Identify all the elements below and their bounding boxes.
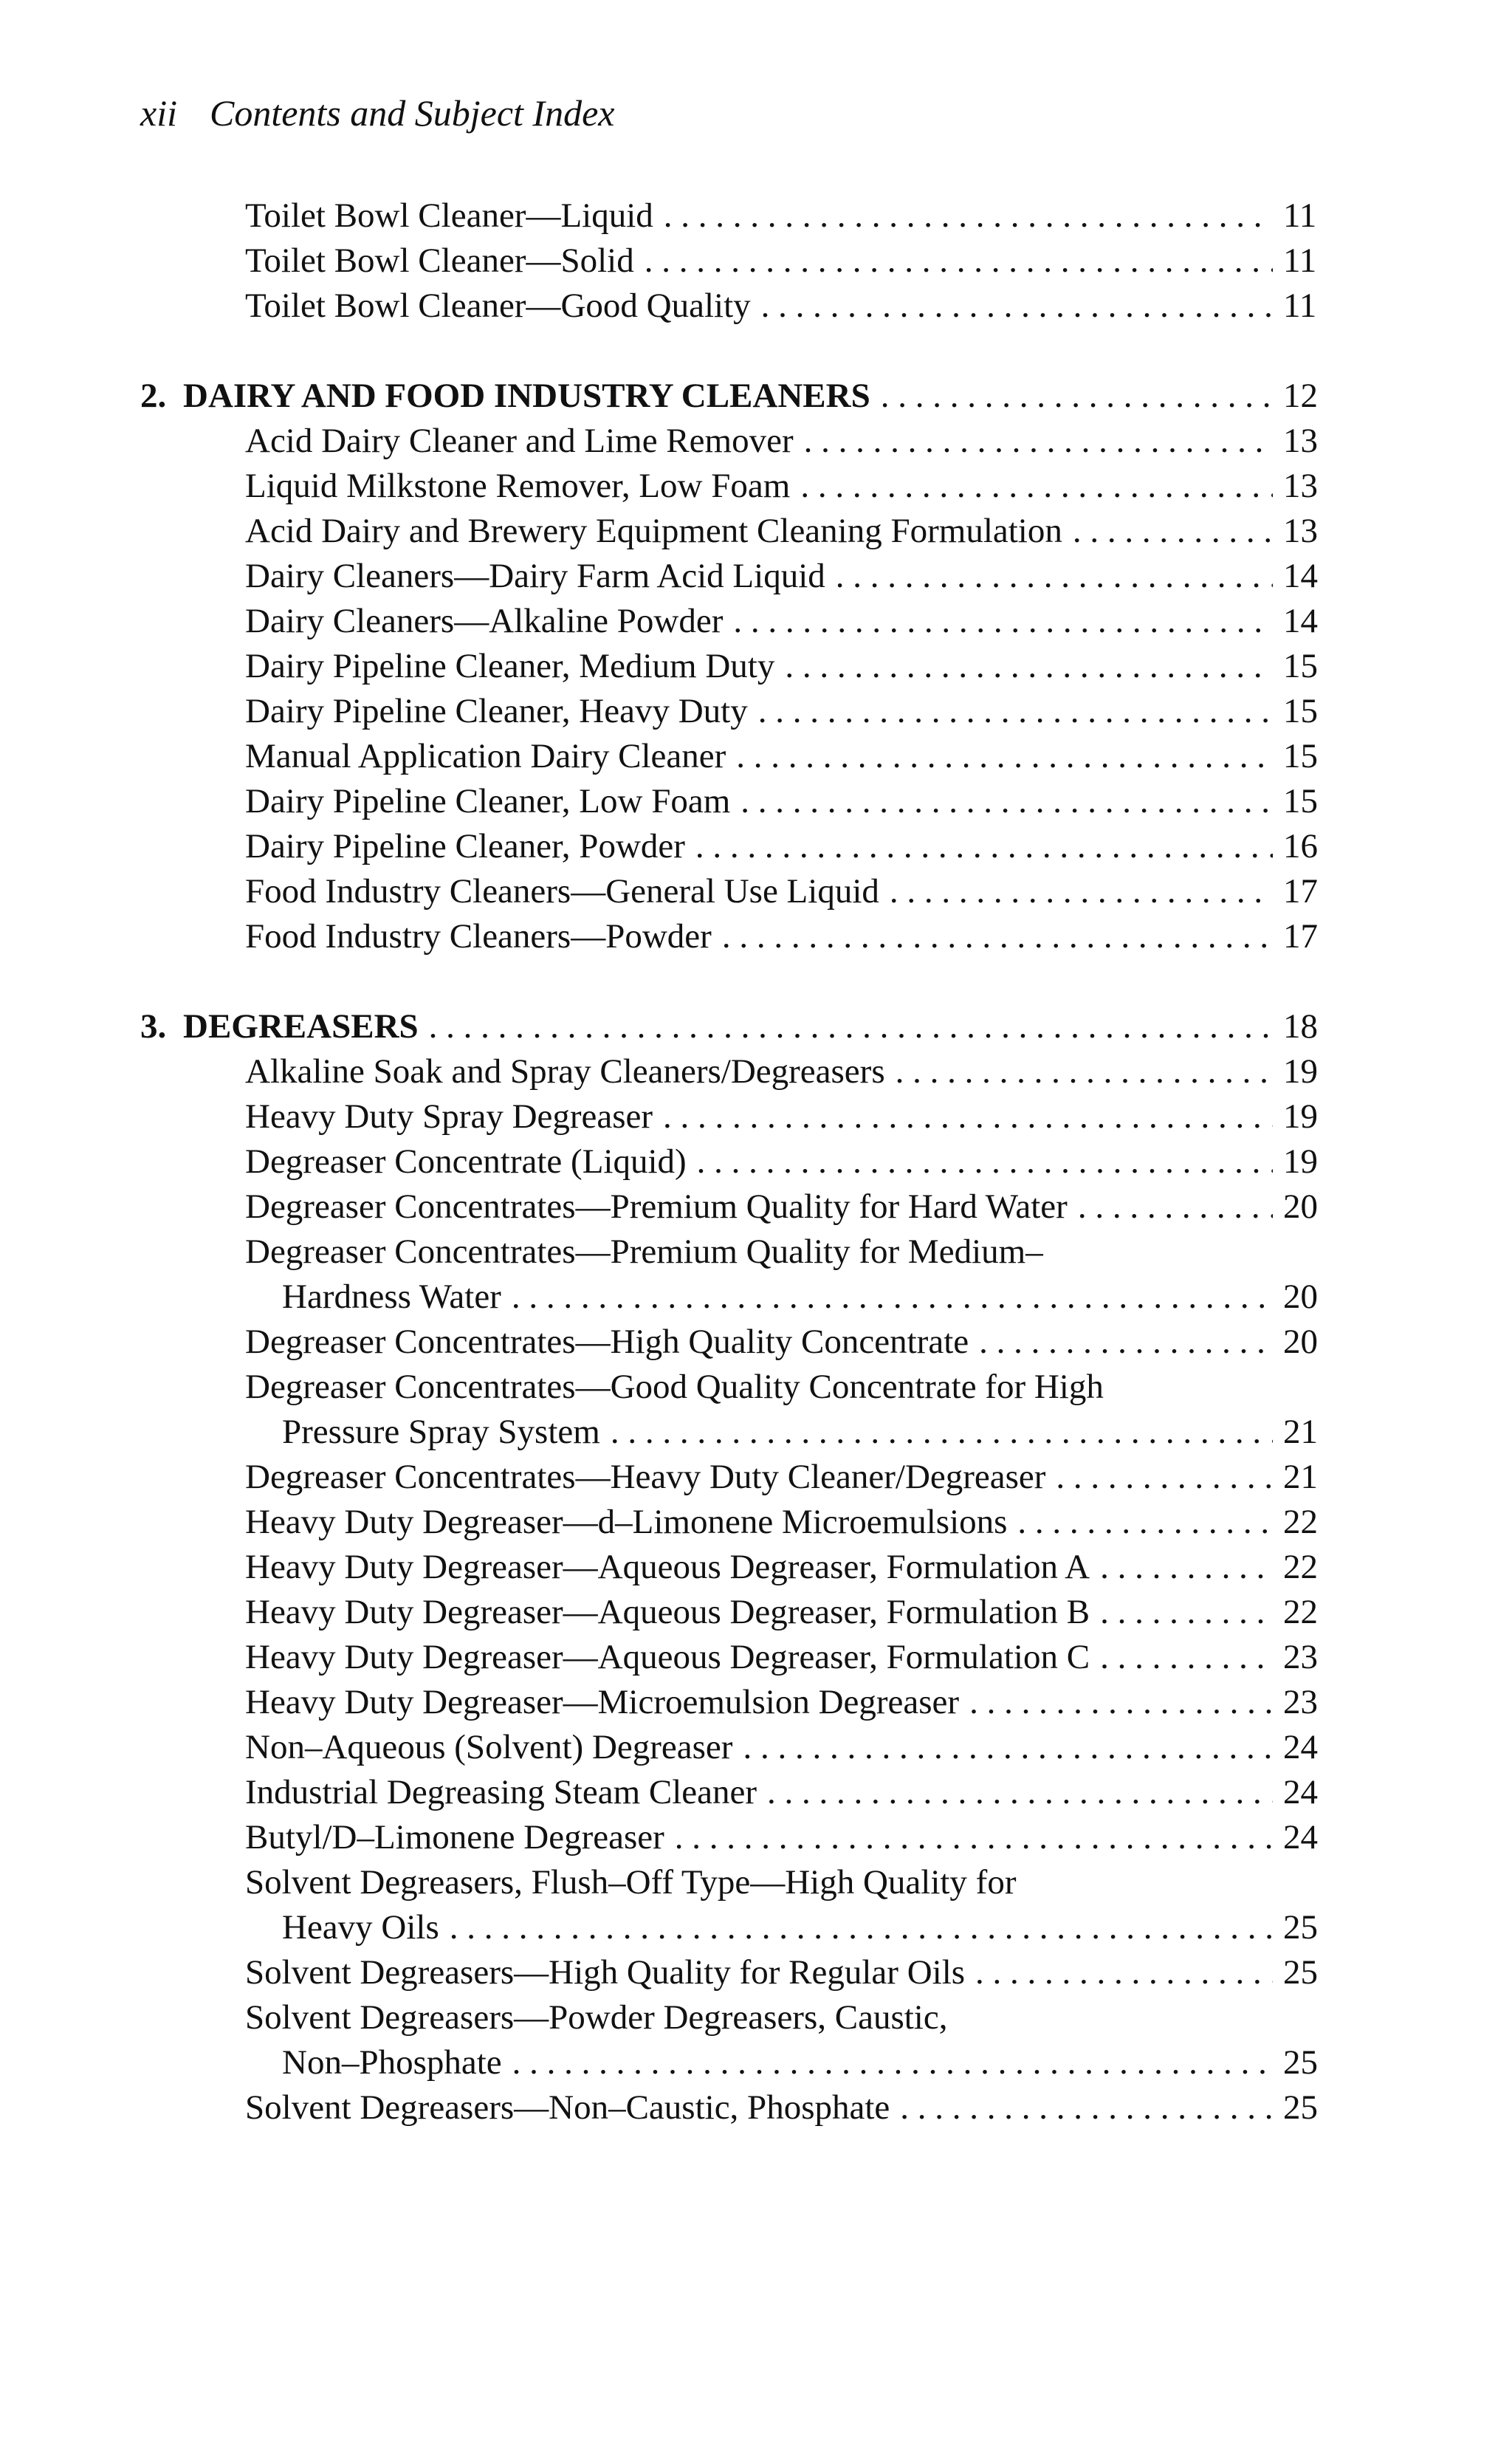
page-number: 25 — [1283, 1908, 1318, 1947]
entry-title: Dairy Cleaners—Dairy Farm Acid Liquid — [245, 557, 825, 595]
page-number: 17 — [1283, 917, 1318, 956]
page-number: 25 — [1283, 2088, 1318, 2127]
entry-title: Non–Aqueous (Solvent) Degreaser — [245, 1728, 733, 1766]
toc-entry[interactable] — [140, 1139, 1322, 1184]
entry-title: Heavy Duty Degreaser—Aqueous Degreaser, Formulation C — [245, 1638, 1090, 1676]
entry-title: Acid Dairy Cleaner and Lime Remover — [245, 422, 794, 460]
toc-entry[interactable] — [140, 284, 1322, 329]
entry-title: Dairy Pipeline Cleaner, Low Foam — [245, 782, 731, 820]
toc-entry[interactable] — [140, 824, 1322, 869]
page-number: 15 — [1283, 647, 1318, 685]
page-number: 19 — [1283, 1097, 1318, 1136]
page-number: 21 — [1283, 1458, 1318, 1496]
dot-leader — [429, 1004, 1273, 1049]
entry-title: Dairy Pipeline Cleaner, Heavy Duty — [245, 692, 748, 730]
entry-title: Degreaser Concentrates—Good Quality Concentrate for High — [245, 1368, 1104, 1406]
entry-title: Degreaser Concentrate (Liquid) — [245, 1142, 687, 1181]
page-number: 17 — [1283, 872, 1318, 911]
toc-entry[interactable] — [140, 554, 1322, 599]
dot-leader — [758, 689, 1273, 734]
page-number: 23 — [1283, 1638, 1318, 1676]
dot-leader — [664, 193, 1273, 239]
page-number: 24 — [1283, 1728, 1318, 1766]
toc-entry[interactable] — [140, 239, 1322, 284]
section-number: 3. — [140, 1007, 167, 1046]
entry-title: Food Industry Cleaners—Powder — [245, 917, 712, 956]
toc-entry[interactable] — [140, 1094, 1322, 1139]
dot-leader — [697, 1139, 1273, 1184]
dot-leader — [743, 1725, 1273, 1770]
dot-leader — [900, 2085, 1273, 2130]
page-number: 13 — [1283, 467, 1318, 505]
dot-leader — [979, 1320, 1273, 1365]
toc-group — [140, 193, 1322, 329]
page-number: 12 — [1283, 377, 1318, 415]
entry-title-continuation-line — [245, 1410, 1322, 1455]
page-number: 24 — [1283, 1773, 1318, 1811]
entry-title-continuation: Hardness Water — [282, 1278, 501, 1316]
toc-entry[interactable] — [140, 1320, 1322, 1365]
page-number: 15 — [1283, 692, 1318, 730]
toc-entry[interactable] — [140, 1500, 1322, 1545]
dot-leader — [663, 1094, 1273, 1139]
toc-entry[interactable] — [140, 599, 1322, 644]
toc-entry[interactable] — [140, 509, 1322, 554]
dot-leader — [890, 869, 1273, 914]
page-number: 22 — [1283, 1548, 1318, 1586]
page-number: 14 — [1283, 557, 1318, 595]
page-number: 19 — [1283, 1142, 1318, 1181]
page-number: 25 — [1283, 1953, 1318, 1992]
dot-leader — [611, 1410, 1273, 1455]
page-number: 20 — [1283, 1278, 1318, 1316]
dot-leader — [1017, 1500, 1273, 1545]
entry-title: Toilet Bowl Cleaner—Good Quality — [245, 287, 751, 325]
dot-leader — [836, 554, 1273, 599]
page-number: 20 — [1283, 1187, 1318, 1226]
table-of-contents — [140, 193, 1322, 2175]
section-title: DEGREASERS — [183, 1007, 419, 1046]
entry-title: Alkaline Soak and Spray Cleaners/Degreasers — [245, 1052, 885, 1091]
dot-leader — [881, 374, 1273, 419]
dot-leader — [1100, 1545, 1273, 1590]
running-head — [140, 92, 615, 134]
toc-group — [140, 374, 1322, 959]
entry-title: Degreaser Concentrates—Premium Quality for Hard Water — [245, 1187, 1068, 1226]
toc-entry[interactable] — [140, 1590, 1322, 1635]
page-number: 24 — [1283, 1818, 1318, 1856]
dot-leader — [1078, 1184, 1273, 1230]
page-number: 15 — [1283, 782, 1318, 820]
toc-entry[interactable] — [140, 1230, 1322, 1320]
toc-entry[interactable] — [140, 1815, 1322, 1860]
toc-entry[interactable] — [140, 2085, 1322, 2130]
page-number: 25 — [1283, 2043, 1318, 2082]
entry-title: Heavy Duty Spray Degreaser — [245, 1097, 653, 1136]
entry-title: Toilet Bowl Cleaner—Solid — [245, 241, 634, 280]
toc-entry[interactable] — [140, 1545, 1322, 1590]
page-number: 21 — [1283, 1413, 1318, 1451]
toc-entry[interactable] — [140, 419, 1322, 464]
toc-entry[interactable] — [140, 1635, 1322, 1680]
dot-leader — [785, 644, 1273, 689]
page-number: 22 — [1283, 1593, 1318, 1631]
toc-entry[interactable] — [140, 1860, 1322, 1950]
dot-leader — [1073, 509, 1273, 554]
toc-entry[interactable] — [140, 779, 1322, 824]
page-number: 16 — [1283, 827, 1318, 865]
entry-title-continuation: Non–Phosphate — [282, 2043, 502, 2082]
toc-entry[interactable] — [140, 1455, 1322, 1500]
toc-entry[interactable] — [140, 1365, 1322, 1455]
page-number: 11 — [1283, 287, 1317, 325]
dot-leader — [1100, 1635, 1273, 1680]
page-number: 18 — [1283, 1007, 1318, 1046]
entry-title: Degreaser Concentrates—High Quality Concentrate — [245, 1323, 969, 1361]
page-number: 14 — [1283, 602, 1318, 640]
entry-title: Solvent Degreasers—Non–Caustic, Phosphate — [245, 2088, 890, 2127]
toc-section-heading[interactable] — [140, 374, 1322, 419]
page-number: 15 — [1283, 737, 1318, 775]
entry-title-continuation: Heavy Oils — [282, 1908, 439, 1947]
toc-entry[interactable] — [140, 914, 1322, 959]
entry-title: Heavy Duty Degreaser—Aqueous Degreaser, Formulation B — [245, 1593, 1090, 1631]
dot-leader — [1056, 1455, 1273, 1500]
dot-leader — [767, 1770, 1273, 1815]
running-head-title: Contents and Subject Index — [209, 92, 615, 134]
entry-title: Industrial Degreasing Steam Cleaner — [245, 1773, 757, 1811]
dot-leader — [645, 239, 1273, 284]
toc-entry[interactable] — [140, 1950, 1322, 1995]
dot-leader — [736, 734, 1273, 779]
toc-entry[interactable] — [140, 1680, 1322, 1725]
entry-title: Heavy Duty Degreaser—Aqueous Degreaser, Formulation A — [245, 1548, 1090, 1586]
toc-section-heading[interactable] — [140, 1004, 1322, 1049]
entry-title: Acid Dairy and Brewery Equipment Cleaning Formulation — [245, 512, 1062, 550]
dot-leader — [512, 2040, 1273, 2085]
dot-leader — [733, 599, 1273, 644]
entry-title: Butyl/D–Limonene Degreaser — [245, 1818, 664, 1856]
entry-title: Food Industry Cleaners—General Use Liquid — [245, 872, 879, 911]
entry-title: Dairy Cleaners—Alkaline Powder — [245, 602, 724, 640]
toc-entry[interactable] — [140, 734, 1322, 779]
toc-group — [140, 1004, 1322, 2130]
entry-title: Liquid Milkstone Remover, Low Foam — [245, 467, 791, 505]
page-number: 20 — [1283, 1323, 1318, 1361]
page-number: 23 — [1283, 1683, 1318, 1721]
dot-leader — [512, 1275, 1273, 1320]
dot-leader — [969, 1680, 1273, 1725]
entry-title: Dairy Pipeline Cleaner, Medium Duty — [245, 647, 775, 685]
entry-title: Toilet Bowl Cleaner—Liquid — [245, 196, 653, 235]
entry-title: Solvent Degreasers—Powder Degreasers, Caustic, — [245, 1998, 948, 2037]
toc-entry[interactable] — [140, 689, 1322, 734]
entry-title: Dairy Pipeline Cleaner, Powder — [245, 827, 685, 865]
entry-title: Solvent Degreasers—High Quality for Regular Oils — [245, 1953, 966, 1992]
entry-title: Heavy Duty Degreaser—Microemulsion Degreaser — [245, 1683, 960, 1721]
dot-leader — [740, 779, 1273, 824]
toc-entry[interactable] — [140, 644, 1322, 689]
dot-leader — [675, 1815, 1273, 1860]
dot-leader — [695, 824, 1273, 869]
toc-entry[interactable] — [140, 869, 1322, 914]
toc-entry[interactable] — [140, 1770, 1322, 1815]
dot-leader — [1100, 1590, 1273, 1635]
page-number: 22 — [1283, 1503, 1318, 1541]
entry-title-continuation-line — [245, 1275, 1322, 1320]
entry-title-continuation-line — [245, 1905, 1322, 1950]
dot-leader — [450, 1905, 1273, 1950]
entry-title: Manual Application Dairy Cleaner — [245, 737, 726, 775]
dot-leader — [800, 464, 1273, 509]
dot-leader — [896, 1049, 1273, 1094]
entry-title: Degreaser Concentrates—Premium Quality for Medium– — [245, 1232, 1043, 1271]
page-number: 13 — [1283, 512, 1318, 550]
entry-title: Heavy Duty Degreaser—d–Limonene Microemulsions — [245, 1503, 1008, 1541]
toc-entry[interactable] — [140, 193, 1322, 239]
toc-entry[interactable] — [140, 1995, 1322, 2085]
entry-title: Degreaser Concentrates—Heavy Duty Cleaner/Degreaser — [245, 1458, 1046, 1496]
toc-entry[interactable] — [140, 1184, 1322, 1230]
page-number: 19 — [1283, 1052, 1318, 1091]
entry-title-continuation: Pressure Spray System — [282, 1413, 600, 1451]
dot-leader — [804, 419, 1273, 464]
dot-leader — [722, 914, 1273, 959]
dot-leader — [975, 1950, 1273, 1995]
toc-entry[interactable] — [140, 1725, 1322, 1770]
entry-title: Solvent Degreasers, Flush–Off Type—High Quality for — [245, 1863, 1017, 1902]
page-number: 11 — [1283, 196, 1317, 235]
section-title: DAIRY AND FOOD INDUSTRY CLEANERS — [183, 377, 870, 415]
toc-entry[interactable] — [140, 464, 1322, 509]
page-folio: xii — [140, 92, 177, 134]
toc-entry[interactable] — [140, 1049, 1322, 1094]
section-number: 2. — [140, 377, 167, 415]
entry-title-continuation-line — [245, 2040, 1322, 2085]
page-number: 11 — [1283, 241, 1317, 280]
page-number: 13 — [1283, 422, 1318, 460]
dot-leader — [761, 284, 1273, 329]
